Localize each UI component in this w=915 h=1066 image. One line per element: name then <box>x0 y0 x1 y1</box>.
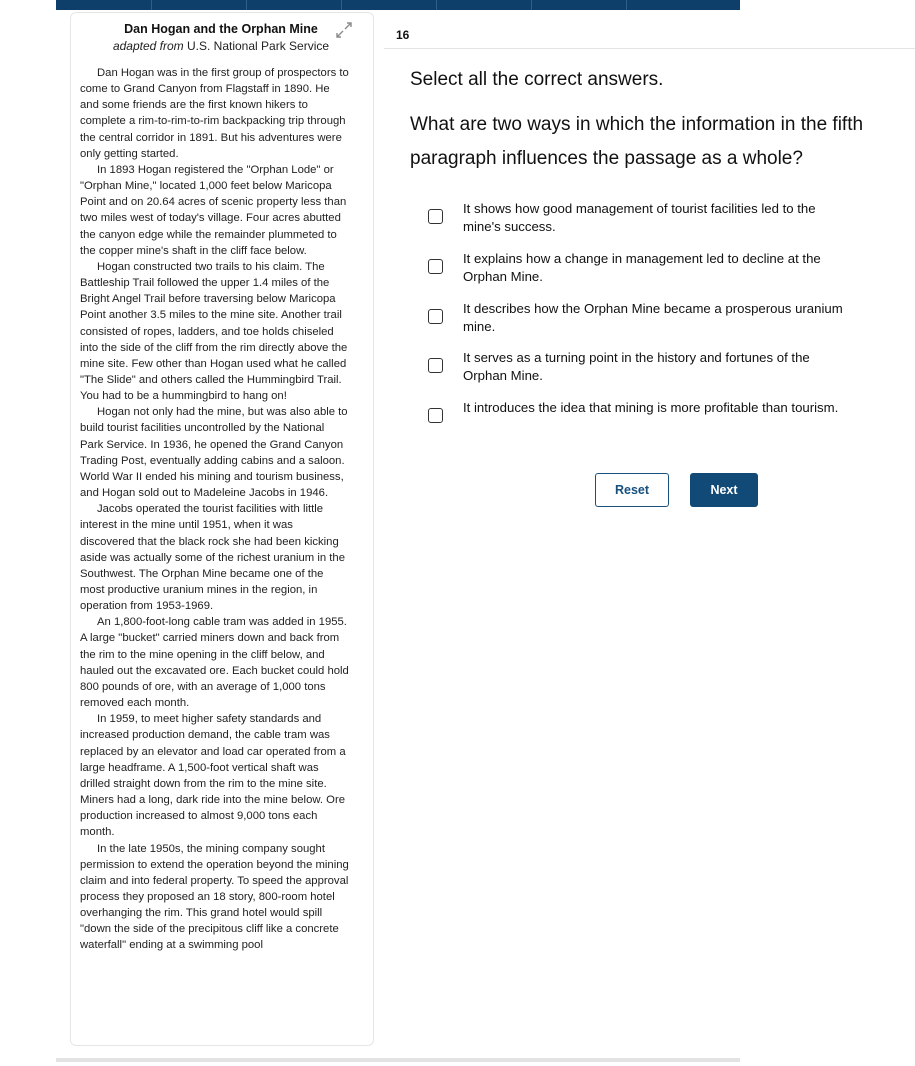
passage-paragraph: An 1,800-foot-long cable tram was added in 1955. A large "bucket" carried miners down and back from the rim to the mine opening in the cliff below, and hauled out the excavated ore. Each bucket could hold 800 pounds of ore, with an average of 1,000 tons removed each month. <box>80 616 349 710</box>
progress-segment-divider <box>341 0 342 10</box>
checkbox[interactable] <box>428 358 443 373</box>
next-button[interactable]: Next <box>690 473 758 507</box>
header-divider <box>384 48 915 49</box>
progress-segment-divider <box>151 0 152 10</box>
expand-arrows-icon[interactable] <box>333 19 355 41</box>
progress-segment-divider <box>626 0 627 10</box>
answer-option-label[interactable]: It explains how a change in management led to decline at the Orphan Mine. <box>463 251 821 284</box>
top-progress-bar <box>56 0 740 10</box>
passage-paragraph: Jacobs operated the tourist facilities with little interest in the mine until 1951, when it was discovered that the black rock she had been kicking aside was actually some of the richest uranium in the Southwest. The Orphan Mine became one of the most productive uranium mines in the region, in operation from 1953-1969. <box>80 503 345 613</box>
answer-option-label[interactable]: It serves as a turning point in the history and fortunes of the Orphan Mine. <box>463 350 810 383</box>
passage-title: Dan Hogan and the Orphan Mine <box>124 22 318 36</box>
passage-body <box>80 65 350 954</box>
horizontal-scrollbar[interactable] <box>56 1058 740 1062</box>
progress-segment-divider <box>531 0 532 10</box>
passage-subtitle <box>71 39 371 53</box>
question-prompt: What are two ways in which the information in the fifth paragraph influences the passage as a whole? <box>410 114 864 169</box>
answer-option-label[interactable]: It describes how the Orphan Mine became a prosperous uranium mine. <box>463 301 843 334</box>
passage-panel[interactable] <box>70 12 374 1046</box>
checkbox[interactable] <box>428 408 443 423</box>
passage-paragraph: In 1893 Hogan registered the "Orphan Lode" or "Orphan Mine," located 1,000 feet below Maricopa Point and on 20.64 acres of scenic property less than two miles west of today's village. Four acres abutted the canyon edge while the remainder plummeted to the copper mine's shaft in the cliff face below. <box>80 163 347 257</box>
answer-option-label[interactable]: It shows how good management of tourist facilities led to the mine's success. <box>463 201 816 234</box>
reset-button[interactable]: Reset <box>595 473 669 507</box>
checkbox[interactable] <box>428 309 443 324</box>
progress-segment-divider <box>436 0 437 10</box>
passage-paragraph: In the late 1950s, the mining company sought permission to extend the operation beyond the mining claim and into federal property. To speed the approval process they proposed an 18 story, 800-room hotel overhanging the rim. This grand hotel would spill "down the side of the precipitous cliff like a concrete waterfall" ending at a swimming pool <box>80 842 349 952</box>
answer-option-label[interactable]: It introduces the idea that mining is more profitable than tourism. <box>463 400 839 415</box>
passage-paragraph: In 1959, to meet higher safety standards and increased production demand, the cable tram was replaced by an elevator and load car operated from a large headframe. A 1,500-foot vertical shaft was drilled straight down from the rim to the mine site. Miners had a long, dark ride into the mine below. Ore production increased to almost 9,000 tons each month. <box>80 713 346 839</box>
passage-paragraph: Dan Hogan was in the first group of prospectors to come to Grand Canyon from Flagstaff in 1890. He and some friends are the first known hikers to complete a rim-to-rim-to-rim backpacking trip through the central corridor in 1891. But his adventures were only getting started. <box>80 67 349 160</box>
checkbox[interactable] <box>428 259 443 274</box>
passage-subtitle-prefix: adapted from <box>112 39 184 53</box>
progress-segment-divider <box>246 0 247 10</box>
passage-source: U.S. National Park Service <box>187 39 330 53</box>
question-number: 16 <box>396 28 410 42</box>
passage-paragraph: Hogan not only had the mine, but was also able to build tourist facilities uncontrolled by the National Park Service. In 1936, he opened the Grand Canyon Trading Post, eventually adding cabins and a saloon. World War II ended his mining and tourism business, and Hogan sold out to Madeleine Jacobs in 1946. <box>80 406 348 500</box>
question-instruction: Select all the correct answers. <box>410 69 664 90</box>
checkbox[interactable] <box>428 209 443 224</box>
passage-paragraph: Hogan constructed two trails to his claim. The Battleship Trail followed the upper 1.4 miles of the Bright Angel Trail before traversing below Maricopa Point another 3.5 miles to the mine site. Another trail consisted of ropes, ladders, and toe holds chiseled into the side of the cliff from the rim directly above the mine site. Few other than Hogan used what he called "The Slide" and others called the Hummingbird Trail. You had to be a hummingbird to hang on! <box>80 260 348 403</box>
